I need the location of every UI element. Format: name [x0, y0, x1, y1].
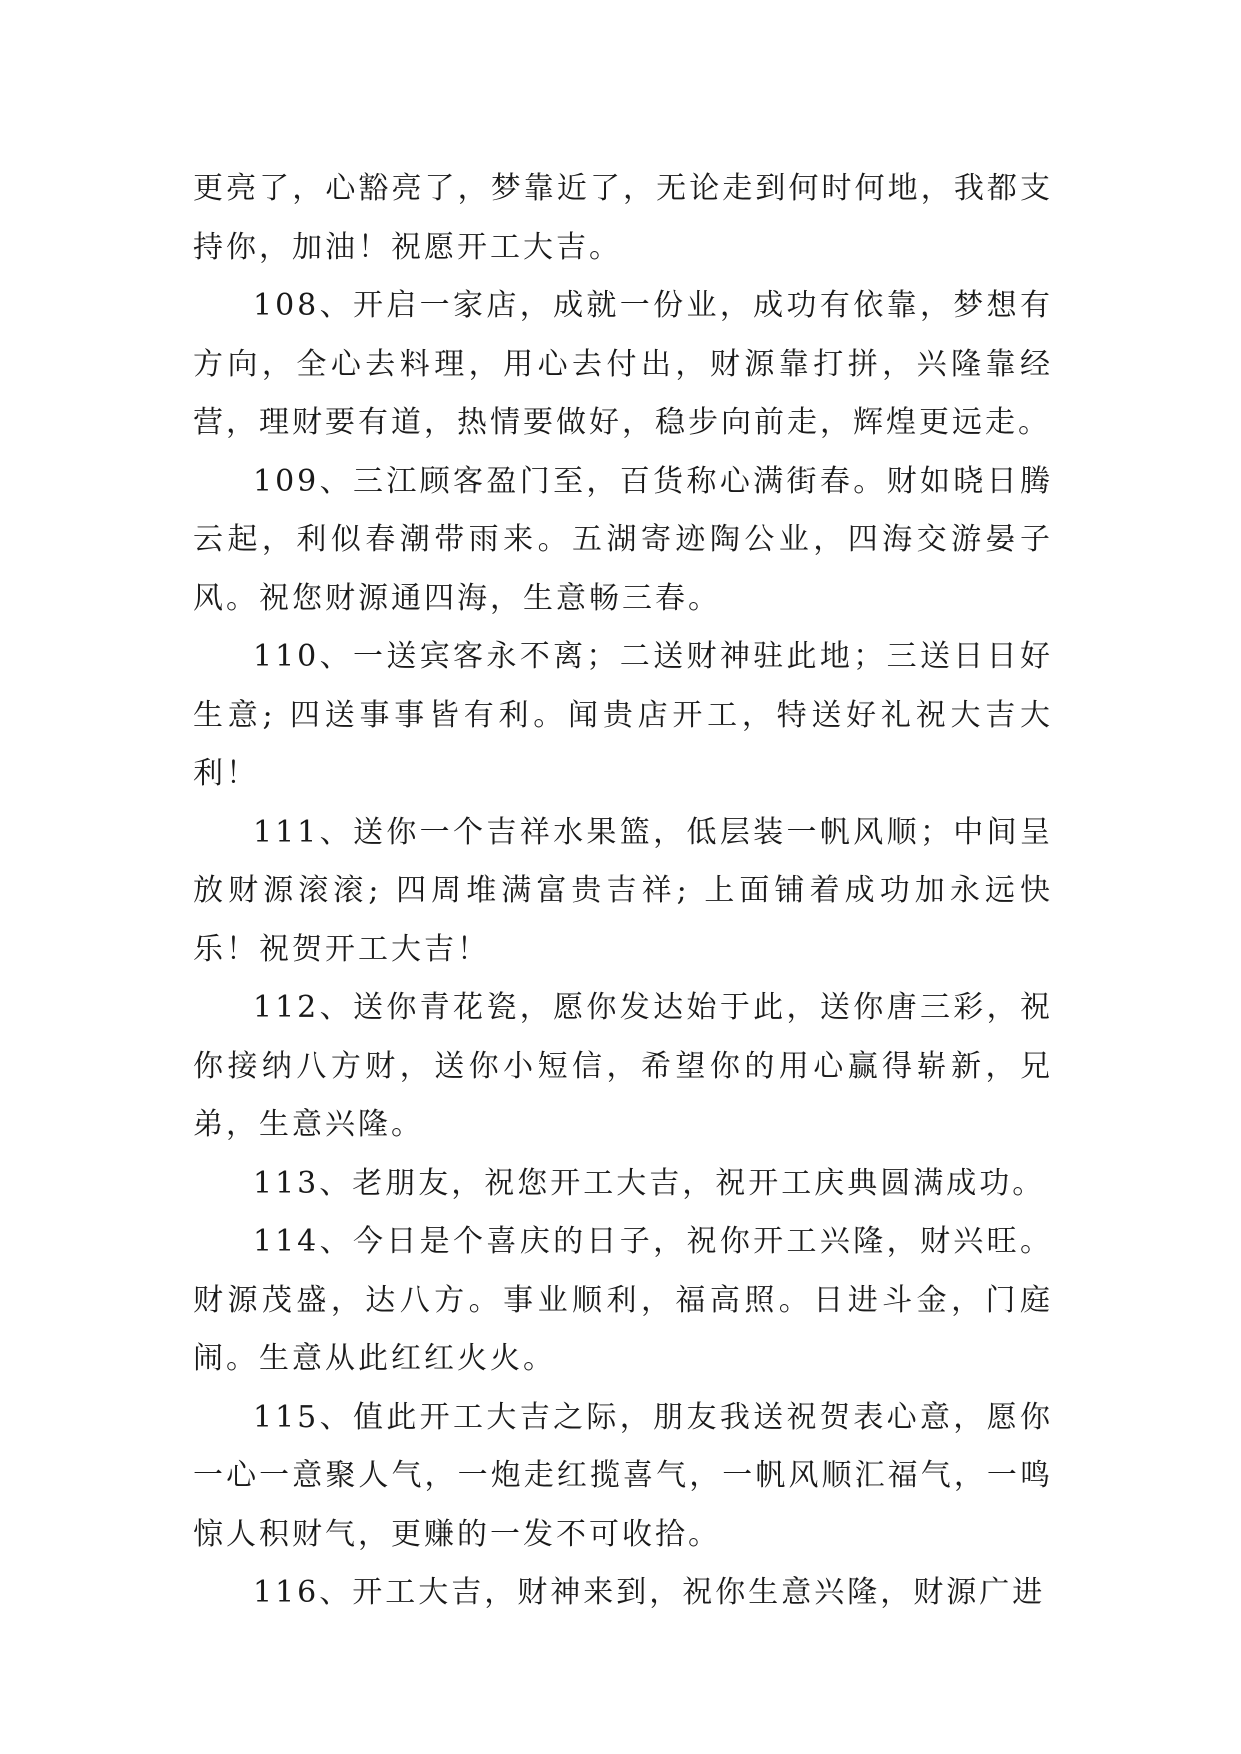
paragraph-109: 109、三江顾客盈门至，百货称心满街春。财如晓日腾云起，利似春潮带雨来。五湖寄迹陶公业，四海交游晏子风。祝您财源通四海，生意畅三春。	[193, 463, 1053, 616]
body-text	[193, 160, 1053, 1623]
paragraph-115: 115、值此开工大吉之际，朋友我送祝贺表心意，愿你一心一意聚人气，一炮走红揽喜气，一帆风顺汇福气，一鸣惊人积财气，更赚的一发不可收拾。	[193, 1399, 1053, 1552]
paragraph-112: 112、送你青花瓷，愿你发达始于此，送你唐三彩，祝你接纳八方财，送你小短信，希望你的用心赢得崭新，兄弟，生意兴隆。	[193, 990, 1053, 1142]
paragraph-continuation: 更亮了，心豁亮了，梦靠近了，无论走到何时何地，我都支持你，加油！祝愿开工大吉。	[193, 171, 1053, 265]
paragraph-110: 110、一送宾客永不离；二送财神驻此地；三送日日好生意; 四送事事皆有利。闻贵店开工，特送好礼祝大吉大利！	[193, 639, 1053, 791]
paragraph-114: 114、今日是个喜庆的日子，祝你开工兴隆，财兴旺。财源茂盛，达八方。事业顺利，福高照。日进斗金，门庭闹。生意从此红红火火。	[193, 1224, 1053, 1376]
paragraph-116: 116、开工大吉，财神来到，祝你生意兴隆，财源广进	[253, 1575, 1046, 1610]
paragraph-113: 113、老朋友，祝您开工大吉，祝开工庆典圆满成功。	[253, 1165, 1046, 1201]
paragraph-111: 111、送你一个吉祥水果篮，低层装一帆风顺；中间呈放财源滚滚; 四周堆满富贵吉祥; 上面铺着成功加永远快乐！祝贺开工大吉！	[193, 814, 1053, 967]
paragraph-108: 108、开启一家店，成就一份业，成功有依靠，梦想有方向，全心去料理，用心去付出，财源靠打拼，兴隆靠经营，理财要有道，热情要做好，稳步向前走，辉煌更远走。	[193, 288, 1053, 440]
